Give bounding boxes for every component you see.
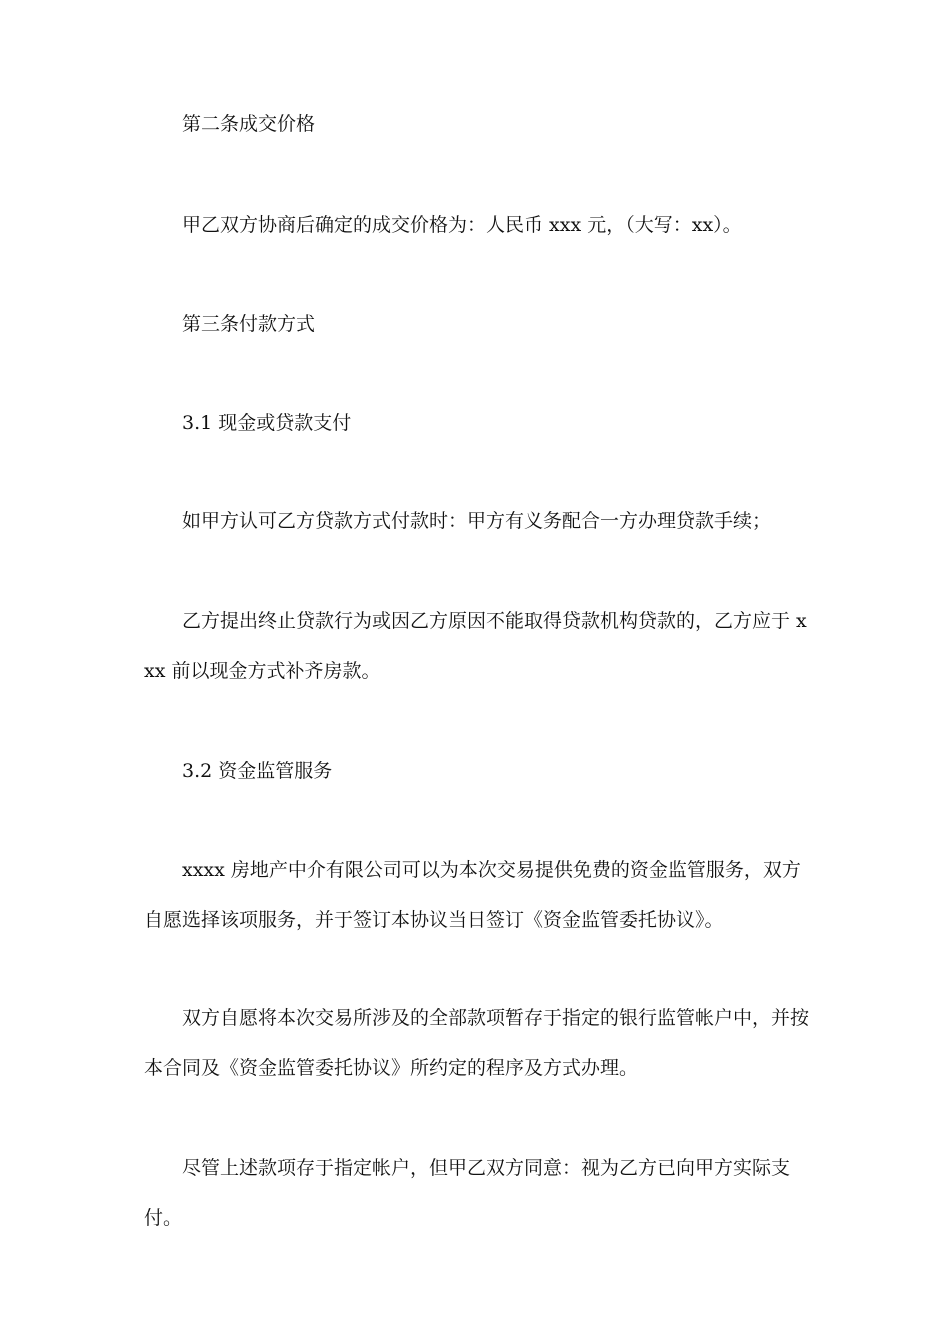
paragraph-escrow-service: xxxx 房地产中介有限公司可以为本次交易提供免费的资金监管服务，双方自愿选择该项服务，并于签订本协议当日签订《资金监管委托协议》。 bbox=[144, 859, 801, 931]
heading-section-3-2: 3.2 资金监管服务 bbox=[182, 760, 333, 782]
paragraph-deemed-payment: 尽管上述款项存于指定帐户，但甲乙双方同意：视为乙方已向甲方实际支付。 bbox=[144, 1157, 791, 1229]
paragraph-escrow-account: 双方自愿将本次交易所涉及的全部款项暂存于指定的银行监管帐户中，并按本合同及《资金监管委托协议》所约定的程序及方式办理。 bbox=[144, 1007, 810, 1079]
heading-article-3: 第三条付款方式 bbox=[182, 313, 316, 335]
paragraph-loan-termination: 乙方提出终止贷款行为或因乙方原因不能取得贷款机构贷款的，乙方应于 xxx 前以现金方式补齐房款。 bbox=[144, 610, 807, 682]
heading-article-2: 第二条成交价格 bbox=[182, 113, 316, 135]
heading-section-3-1: 3.1 现金或贷款支付 bbox=[182, 412, 352, 434]
paragraph-loan-cooperation: 如甲方认可乙方贷款方式付款时：甲方有义务配合一方办理贷款手续； bbox=[182, 510, 772, 532]
paragraph-price: 甲乙双方协商后确定的成交价格为：人民币 xxx 元，（大写：xx）。 bbox=[182, 214, 742, 236]
